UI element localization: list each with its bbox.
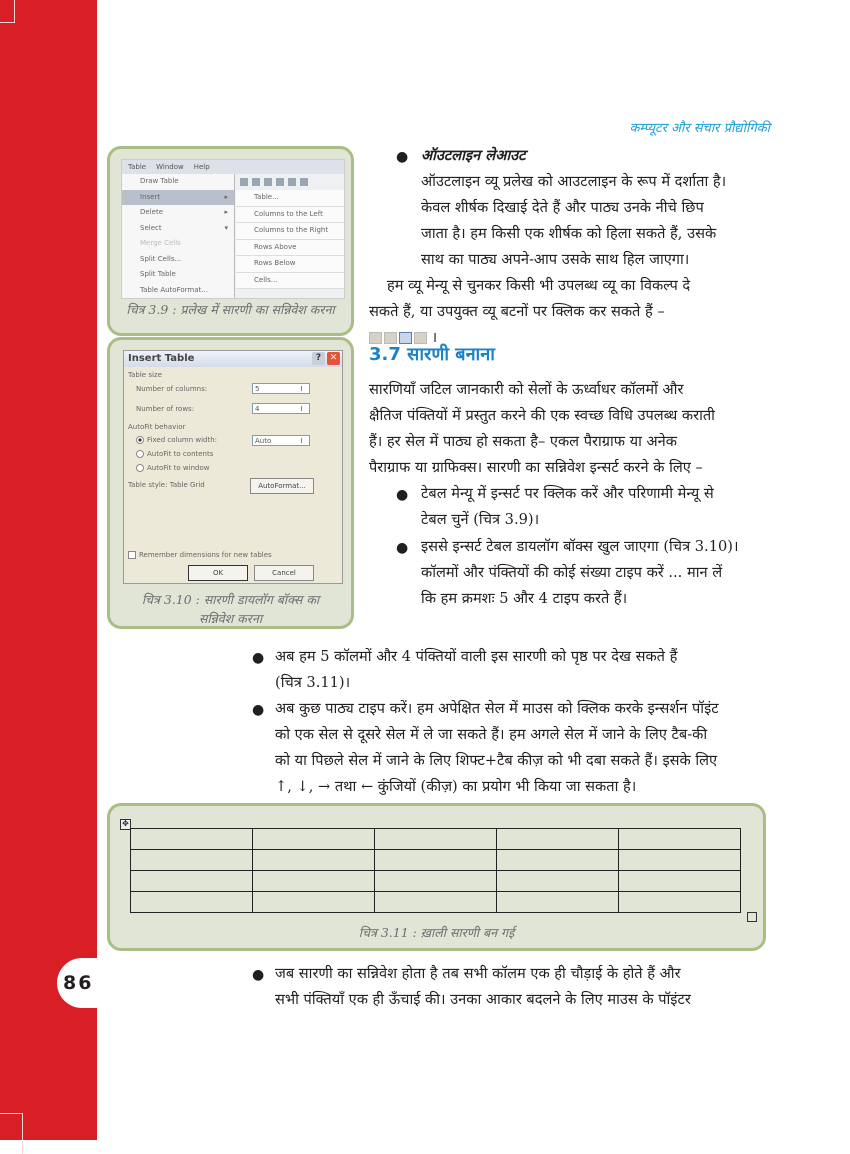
- radio-contents: AutoFit to contents: [136, 450, 213, 458]
- submenu-item: Rows Below: [236, 256, 344, 273]
- table-resize-handle-icon: [747, 912, 757, 922]
- bullet-icon: ●: [252, 967, 265, 983]
- menu-item: Split Table: [140, 270, 176, 278]
- ok-button: OK: [188, 565, 248, 581]
- bullet-item: अब हम 5 कॉलमों और 4 पंक्तियों वाली इस सारणी को पृष्ठ पर देख सकते हैं (चित्र 3.11)।: [275, 648, 678, 691]
- bullet-icon: ●: [396, 540, 409, 556]
- figure-3-11: [107, 803, 766, 951]
- table-style-label: Table style: Table Grid: [128, 481, 205, 489]
- help-icon: ?: [312, 352, 325, 365]
- figure-caption: चित्र 3.9 : प्रलेख में सारणी का सन्निवेश करना: [126, 302, 335, 317]
- bullet-item: इससे इन्सर्ट टेबल डायलॉग बॉक्स खुल जाएगा (चित्र 3.10)। कॉलमों और पंक्तियों की कोई संख्या टाइप करें ... मान लें कि हम क्रमशः 5 और 4 टाइप करते हैं।: [421, 538, 739, 607]
- remember-checkbox: Remember dimensions for new tables: [128, 551, 272, 559]
- section-paragraph: सारणियाँ जटिल जानकारी को सेलों के ऊर्ध्वाधर कॉलमों और क्षैतिज पंक्तियों में प्रस्तुत करने की एक स्वच्छ विधि उपलब्ध कराती हैं। हर सेल में पाठ्य हो सकता है– एकल पैराग्राफ या अनेक पैराग्राफ या ग्राफिक्स। सारणी का सन्निवेश इन्सर्ट करने के लिए –: [369, 381, 715, 476]
- dialog-title: Insert Table ? ✕: [124, 351, 342, 367]
- menu-item-disabled: Merge Cells: [140, 239, 181, 247]
- toolbar-icons: [236, 174, 344, 190]
- submenu-item: Cells...: [236, 273, 344, 290]
- insert-submenu: [236, 174, 344, 298]
- radio-icon: [136, 450, 144, 458]
- close-icon: ✕: [327, 352, 340, 365]
- menu-item: Table AutoFormat...: [140, 285, 208, 294]
- rows-label: Number of rows:: [136, 405, 195, 413]
- menu-item: Delete ▸: [122, 205, 234, 221]
- bullet-icon: ●: [252, 702, 265, 718]
- bullet-item: जब सारणी का सन्निवेश होता है तब सभी कॉलम एक ही चौड़ाई के होते हैं और सभी पंक्तियाँ एक ही ऊँचाई की। उनका आकार बदलने के लिए माउस के पॉइंटर: [275, 965, 691, 1008]
- group-label: Table size: [128, 371, 162, 379]
- table-move-handle-icon: ✥: [120, 819, 131, 830]
- menubar-item: Window: [156, 163, 184, 171]
- autoformat-button: AutoFormat...: [250, 478, 314, 494]
- insert-table-dialog: [123, 350, 343, 584]
- submenu-item: Columns to the Left: [236, 207, 344, 224]
- bullet-icon: ●: [396, 487, 409, 503]
- outline-paragraph: ऑउटलाइन व्यू प्रलेख को आउटलाइन के रूप में दर्शाता है। केवल शीर्षक दिखाई देते हैं और पाठ्य उनके नीचे छिप जाता है। हम किसी एक शीर्षक को हिला सकते हैं, उसके साथ का पाठ्य अपने-आप उसके साथ हिल जाएगा।: [421, 173, 727, 268]
- views-paragraph: हम व्यू मेन्यू से चुनकर किसी भी उपलब्ध व्यू का विकल्प दे सकते हैं, या उपयुक्त व्यू बटनों पर क्लिक कर सकते हैं – ।: [369, 277, 691, 346]
- figure-caption: चित्र 3.11 : ख़ाली सारणी बन गई: [358, 925, 515, 940]
- bullet-icon: ●: [252, 650, 265, 666]
- radio-fixed: Fixed column width:: [136, 436, 217, 444]
- rows-spinner: 4: [252, 403, 310, 414]
- running-head: कम्प्यूटर और संचार प्रौद्योगिकी: [629, 121, 770, 136]
- submenu-item: Columns to the Right: [236, 223, 344, 240]
- crop-mark-top: [0, 0, 15, 23]
- radio-icon: [136, 464, 144, 472]
- figure-3-9: [107, 146, 354, 336]
- columns-spinner: 5: [252, 383, 310, 394]
- empty-table: [130, 828, 741, 913]
- crop-mark-bottom: [0, 1113, 23, 1154]
- bullet-item: टेबल मेन्यू में इन्सर्ट पर क्लिक करें और परिणामी मेन्यू से टेबल चुनें (चित्र 3.9)।: [421, 485, 714, 528]
- table-menu-screenshot: [121, 159, 345, 299]
- menubar-item: Table: [128, 163, 147, 171]
- section-heading: 3.7 सारणी बनाना: [369, 344, 495, 365]
- figure-caption: चित्र 3.10 : सारणी डायलॉग बॉक्स का सन्निवेश करना: [141, 592, 320, 626]
- figure-3-10: [107, 337, 354, 629]
- bullet-item: अब कुछ पाठ्य टाइप करें। हम अपेक्षित सेल में माउस को क्लिक करके इन्सर्शन पॉइंट को एक सेल से दूसरे सेल में ले जा सकते हैं। हम अगले सेल में जाने के लिए टैब-की को या पिछले सेल में जाने के लिए शिफ्ट+टैब कीज़ को भी दबा सकते हैं। इसके लिए ↑, ↓, → तथा ← कुंजियों (कीज़) का प्रयोग भी किया जा सकता है।: [275, 700, 719, 795]
- bullet-icon: ●: [396, 149, 409, 165]
- menubar: [122, 160, 344, 174]
- table-menu: [122, 174, 235, 298]
- menu-item-highlighted: Insert ▸: [122, 190, 234, 206]
- radio-selected-icon: [136, 436, 144, 444]
- group-label: AutoFit behavior: [128, 423, 186, 431]
- menu-item: Select ▾: [122, 221, 234, 237]
- menu-item: Split Cells...: [140, 254, 182, 263]
- subheading-outline: ऑउटलाइन लेआउट: [421, 147, 526, 164]
- menubar-item: Help: [193, 163, 210, 171]
- cancel-button: Cancel: [254, 565, 314, 581]
- submenu-item: Table...: [236, 190, 344, 207]
- columns-label: Number of columns:: [136, 385, 208, 393]
- page-number: 86: [57, 958, 109, 1008]
- radio-window: AutoFit to window: [136, 464, 210, 472]
- submenu-arrow-icon: ▸: [224, 192, 228, 201]
- checkbox-icon: [128, 551, 136, 559]
- submenu-arrow-icon: ▾: [224, 223, 228, 232]
- menu-item: Draw Table: [140, 177, 179, 185]
- submenu-item: Rows Above: [236, 240, 344, 257]
- submenu-arrow-icon: ▸: [224, 208, 228, 216]
- fixed-width-select: Auto: [252, 435, 310, 446]
